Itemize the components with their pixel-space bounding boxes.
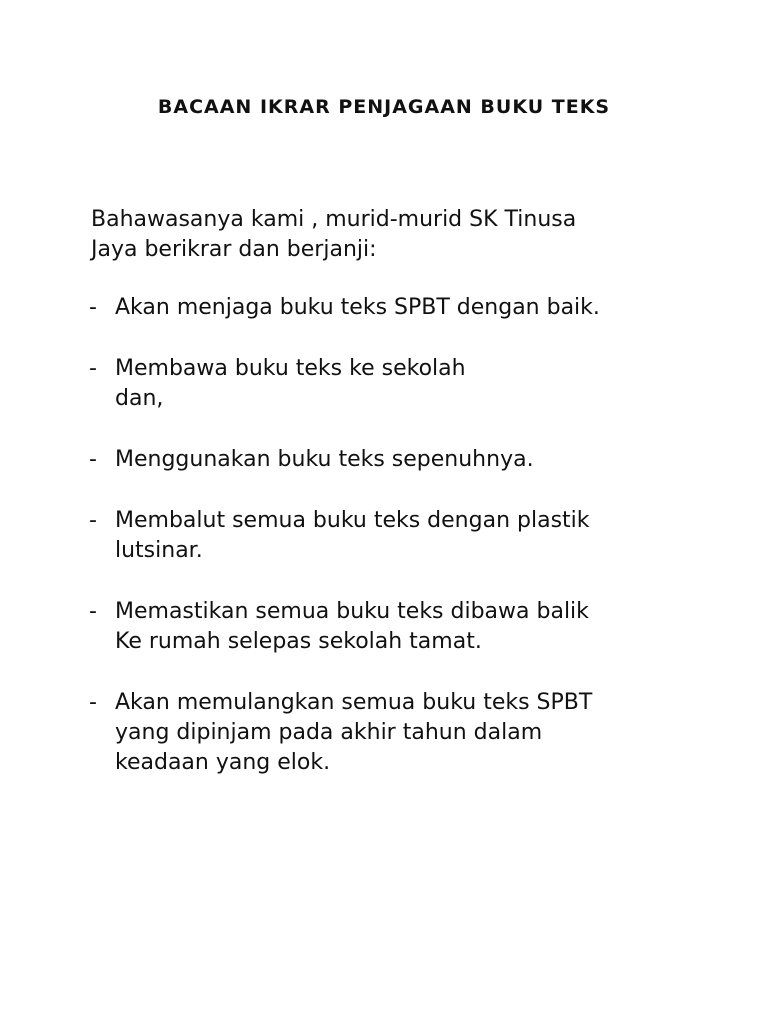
pledge-item-6 bbox=[89, 688, 729, 778]
pledge-item-1 bbox=[89, 293, 729, 323]
dash-bullet: - bbox=[89, 447, 97, 472]
pledge-line: Memastikan semua buku teks dibawa balik bbox=[115, 599, 589, 624]
intro-line-1: Bahawasanya kami , murid-murid SK Tinusa bbox=[91, 207, 577, 232]
intro-paragraph bbox=[91, 205, 711, 265]
pledge-item-3 bbox=[89, 445, 729, 475]
pledge-line: Akan memulangkan semua buku teks SPBT bbox=[115, 690, 593, 715]
dash-bullet: - bbox=[89, 356, 97, 381]
pledge-list bbox=[89, 293, 729, 809]
pledge-item-5 bbox=[89, 597, 729, 657]
pledge-line: Membalut semua buku teks dengan plastik bbox=[115, 508, 590, 533]
pledge-line: yang dipinjam pada akhir tahun dalam bbox=[115, 720, 543, 745]
dash-bullet: - bbox=[89, 295, 97, 320]
pledge-line: dan, bbox=[115, 386, 164, 411]
pledge-line: lutsinar. bbox=[115, 538, 203, 563]
pledge-line: Membawa buku teks ke sekolah bbox=[115, 356, 466, 381]
pledge-line: Menggunakan buku teks sepenuhnya. bbox=[115, 447, 534, 472]
pledge-line: keadaan yang elok. bbox=[115, 750, 331, 775]
pledge-item-2 bbox=[89, 354, 729, 414]
dash-bullet: - bbox=[89, 690, 97, 715]
dash-bullet: - bbox=[89, 508, 97, 533]
pledge-line: Ke rumah selepas sekolah tamat. bbox=[115, 629, 482, 654]
intro-line-2: Jaya berikrar dan berjanji: bbox=[91, 237, 377, 262]
dash-bullet: - bbox=[89, 599, 97, 624]
document-title: BACAAN IKRAR PENJAGAAN BUKU TEKS bbox=[157, 96, 611, 118]
pledge-line: Akan menjaga buku teks SPBT dengan baik. bbox=[115, 295, 600, 320]
pledge-item-4 bbox=[89, 506, 729, 566]
